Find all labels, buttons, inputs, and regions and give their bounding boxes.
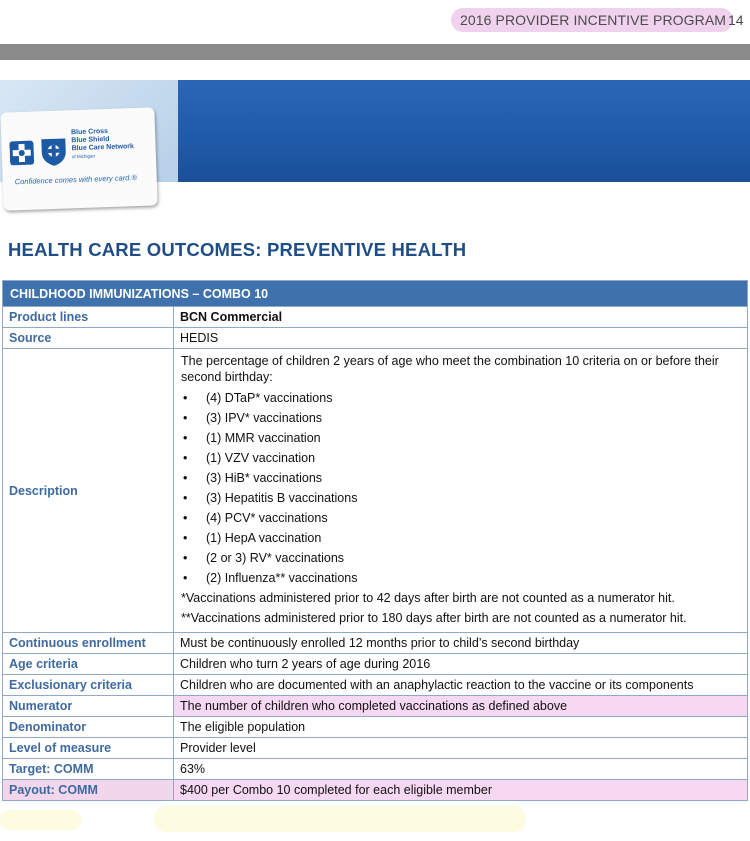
table-row-level-of-measure (3, 738, 748, 759)
table-row-product-lines (3, 307, 748, 328)
logo-line-2: Blue Shield (71, 135, 110, 145)
highlight-mark-left (0, 810, 82, 830)
table-row-target (3, 759, 748, 780)
logo-line-4: of Michigan (71, 153, 96, 160)
table-row-description (3, 349, 748, 633)
vaccination-list (181, 388, 741, 588)
value-continuous-enrollment: Must be continuously enrolled 12 months prior to child’s second birthday (174, 633, 748, 654)
table-row-age-criteria (3, 654, 748, 675)
list-item: • (1) MMR vaccination (181, 428, 741, 448)
value-exclusionary-criteria: Children who are documented with an anaphylactic reaction to the vaccine or its components (174, 675, 748, 696)
list-item: • (3) Hepatitis B vaccinations (181, 488, 741, 508)
table-row-payout (3, 780, 748, 801)
list-item: • (2) Influenza** vaccinations (181, 568, 741, 588)
label-denominator: Denominator (3, 717, 174, 738)
table-row-denominator (3, 717, 748, 738)
page-number: 14 (728, 12, 744, 28)
value-product-lines: BCN Commercial (174, 307, 748, 328)
description-intro: The percentage of children 2 years of age who meet the combination 10 criteria on or before their second birthday: (181, 354, 719, 384)
table-row-numerator (3, 696, 748, 717)
value-payout: $400 per Combo 10 completed for each eligible member (174, 780, 748, 801)
logo-tagline: Confidence comes with every card.® (14, 172, 138, 187)
section-heading: HEALTH CARE OUTCOMES: PREVENTIVE HEALTH (8, 239, 467, 260)
label-numerator: Numerator (3, 696, 174, 717)
label-product-lines: Product lines (3, 307, 174, 328)
value-denominator: The eligible population (174, 717, 748, 738)
label-target: Target: COMM (3, 759, 174, 780)
label-payout: Payout: COMM (3, 780, 174, 801)
value-description (174, 349, 748, 633)
value-source: HEDIS (174, 328, 748, 349)
label-description: Description (3, 349, 174, 633)
page-header (0, 0, 750, 38)
blue-shield-icon (41, 138, 66, 166)
program-title: 2016 PROVIDER INCENTIVE PROGRAM (451, 8, 733, 32)
highlight-mark-center (154, 806, 526, 832)
header-divider-bar (0, 44, 750, 60)
label-level-of-measure: Level of measure (3, 738, 174, 759)
table-row-source (3, 328, 748, 349)
description-note-2: **Vaccinations administered prior to 180 days after birth are not counted as a numerator hit. (181, 611, 687, 625)
logo-line-3: Blue Care Network (71, 143, 134, 153)
table-row-continuous-enrollment (3, 633, 748, 654)
list-item: • (2 or 3) RV* vaccinations (181, 548, 741, 568)
blue-cross-icon (9, 141, 34, 166)
label-exclusionary-criteria: Exclusionary criteria (3, 675, 174, 696)
list-item: • (1) HepA vaccination (181, 528, 741, 548)
logo-line-1: Blue Cross (70, 127, 109, 137)
value-age-criteria: Children who turn 2 years of age during 2016 (174, 654, 748, 675)
list-item: • (4) DTaP* vaccinations (181, 388, 741, 408)
list-item: • (1) VZV vaccination (181, 448, 741, 468)
value-level-of-measure: Provider level (174, 738, 748, 759)
description-note-1: *Vaccinations administered prior to 42 days after birth are not counted as a numerator hit. (181, 591, 675, 605)
measure-table (2, 280, 748, 801)
list-item: • (3) IPV* vaccinations (181, 408, 741, 428)
list-item: • (3) HiB* vaccinations (181, 468, 741, 488)
label-source: Source (3, 328, 174, 349)
logo-mark (9, 135, 70, 172)
list-item: • (4) PCV* vaccinations (181, 508, 741, 528)
label-age-criteria: Age criteria (3, 654, 174, 675)
label-continuous-enrollment: Continuous enrollment (3, 633, 174, 654)
table-row-exclusionary-criteria (3, 675, 748, 696)
logo-company-names (71, 127, 134, 161)
table-title: CHILDHOOD IMMUNIZATIONS – COMBO 10 (3, 281, 748, 307)
value-target: 63% (174, 759, 748, 780)
logo-card (0, 107, 157, 210)
value-numerator: The number of children who completed vaccinations as defined above (174, 696, 748, 717)
